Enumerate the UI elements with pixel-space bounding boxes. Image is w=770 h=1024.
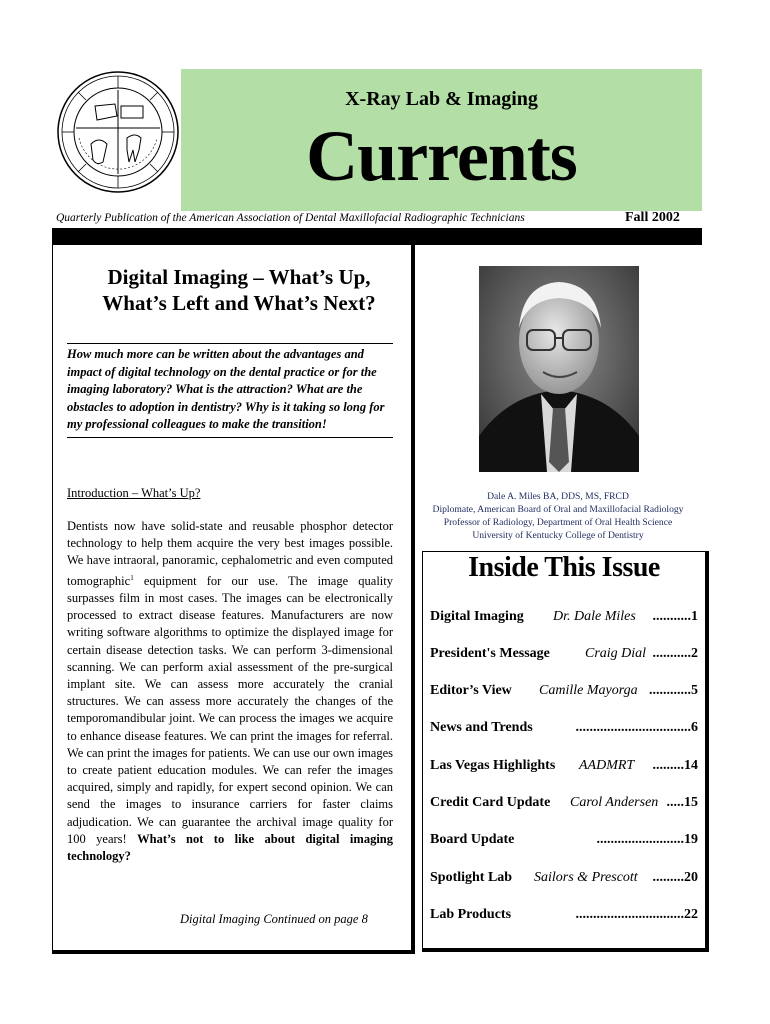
toc-item[interactable] xyxy=(430,720,698,740)
body-text: equipment for our use. The image quality surpasses film in most cases. The images can be electronically processed to extract disease features. Manufacturers are now writing software algorithms to optimize the displayed image for certain disease detection tasks. We can perform 3-dimensional scanning. We can perform axial assessment of the pre-surgical implant site. We can assess more accurately the cranial structures. We can assess more accurately the changes of the temporomandibular joint. We can process the images we acquire to enhance disease features. We can print the images for referral. We can print the images for patients. We can use our own images to create patient education modules. We can refer the images acquired, simply and rapidly, for expert second opinion. We can send the images to insurance carriers for faster claims adjudication. We can guarantee the archival image quality for 100 years! xyxy=(67,573,393,846)
toc-author: Camille Mayorga xyxy=(539,683,638,698)
toc-author: Sailors & Prescott xyxy=(534,870,638,885)
section-subhead: Introduction – What’s Up? xyxy=(67,486,201,500)
continued-note: Digital Imaging Continued on page 8 xyxy=(180,912,368,926)
masthead-banner xyxy=(181,69,702,211)
toc-topic: Lab Products xyxy=(430,907,512,922)
toc-page: ...........2 xyxy=(652,646,698,661)
toc-item[interactable] xyxy=(430,646,698,666)
toc-page: .........20 xyxy=(652,870,698,885)
toc-page: .................................6 xyxy=(575,720,698,735)
caption-line: Professor of Radiology, Department of Oral Health Science xyxy=(443,517,673,528)
toc-item[interactable] xyxy=(430,683,698,703)
caption-line: University of Kentucky College of Dentistry xyxy=(472,530,644,541)
author-photo xyxy=(479,266,639,472)
toc-item[interactable] xyxy=(430,795,698,815)
newsletter-title: Currents xyxy=(306,116,577,196)
body-bold-text: What’s not to like about digital imaging technology? xyxy=(67,831,393,864)
toc-page: ...........1 xyxy=(652,609,698,624)
toc-page: .....15 xyxy=(666,795,698,810)
toc-item[interactable] xyxy=(430,832,698,852)
article-intro: How much more can be written about the advantages and impact of digital technology on the dental practice or for the imaging laboratory? What is the attraction? What are the obstacles to adoption in dentistry? Why is it taking so long for my professional colleagues to make the transition! xyxy=(67,343,393,438)
article-body xyxy=(67,518,393,865)
toc-author: Craig Dial xyxy=(585,646,647,661)
toc-page: ...............................22 xyxy=(575,907,698,922)
toc-topic: Board Update xyxy=(430,832,515,847)
toc-page: ............5 xyxy=(649,683,698,698)
issue-date: Fall 2002 xyxy=(625,210,680,225)
toc-topic: Editor’s View xyxy=(430,683,512,698)
toc-page: .........................19 xyxy=(596,832,698,847)
toc-topic: Las Vegas Highlights xyxy=(430,758,556,773)
toc-author: Dr. Dale Miles xyxy=(553,609,636,624)
publication-line: Quarterly Publication of the American Association of Dental Maxillofacial Radiographic Technicians xyxy=(56,212,525,224)
toc-page: .........14 xyxy=(652,758,698,773)
toc-item[interactable] xyxy=(430,870,698,890)
inside-title: Inside This Issue xyxy=(468,552,660,583)
toc-topic: Digital Imaging xyxy=(430,609,524,624)
footnote-mark: 1 xyxy=(130,573,134,582)
caption-line: Diplomate, American Board of Oral and Maxillofacial Radiology xyxy=(432,504,684,515)
toc-author: Carol Andersen xyxy=(570,795,659,810)
toc-topic: News and Trends xyxy=(430,720,533,735)
association-seal-logo xyxy=(55,66,181,198)
toc-topic: Spotlight Lab xyxy=(430,870,513,885)
toc-item[interactable] xyxy=(430,758,698,778)
body-text: Dentists now have solid-state and reusable phosphor detector technology to help them acquire the very best images possible. We have intraoral, panoramic, cephalometric and even computed tomographic xyxy=(67,519,393,588)
toc-item[interactable] xyxy=(430,907,698,927)
masthead-kicker: X-Ray Lab & Imaging xyxy=(345,88,538,110)
caption-line: Dale A. Miles BA, DDS, MS, FRCD xyxy=(487,491,629,502)
header-rule xyxy=(52,228,702,245)
toc-item[interactable] xyxy=(430,609,698,629)
toc-author: AADMRT xyxy=(579,758,635,773)
headline-line: What’s Left and What’s Next? xyxy=(102,291,376,315)
toc-topic: President's Message xyxy=(430,646,550,661)
toc-topic: Credit Card Update xyxy=(430,795,551,810)
inside-this-issue-box xyxy=(422,551,709,952)
headline-line: Digital Imaging – What’s Up, xyxy=(107,265,371,289)
author-caption xyxy=(414,490,702,542)
article-headline xyxy=(84,264,394,316)
